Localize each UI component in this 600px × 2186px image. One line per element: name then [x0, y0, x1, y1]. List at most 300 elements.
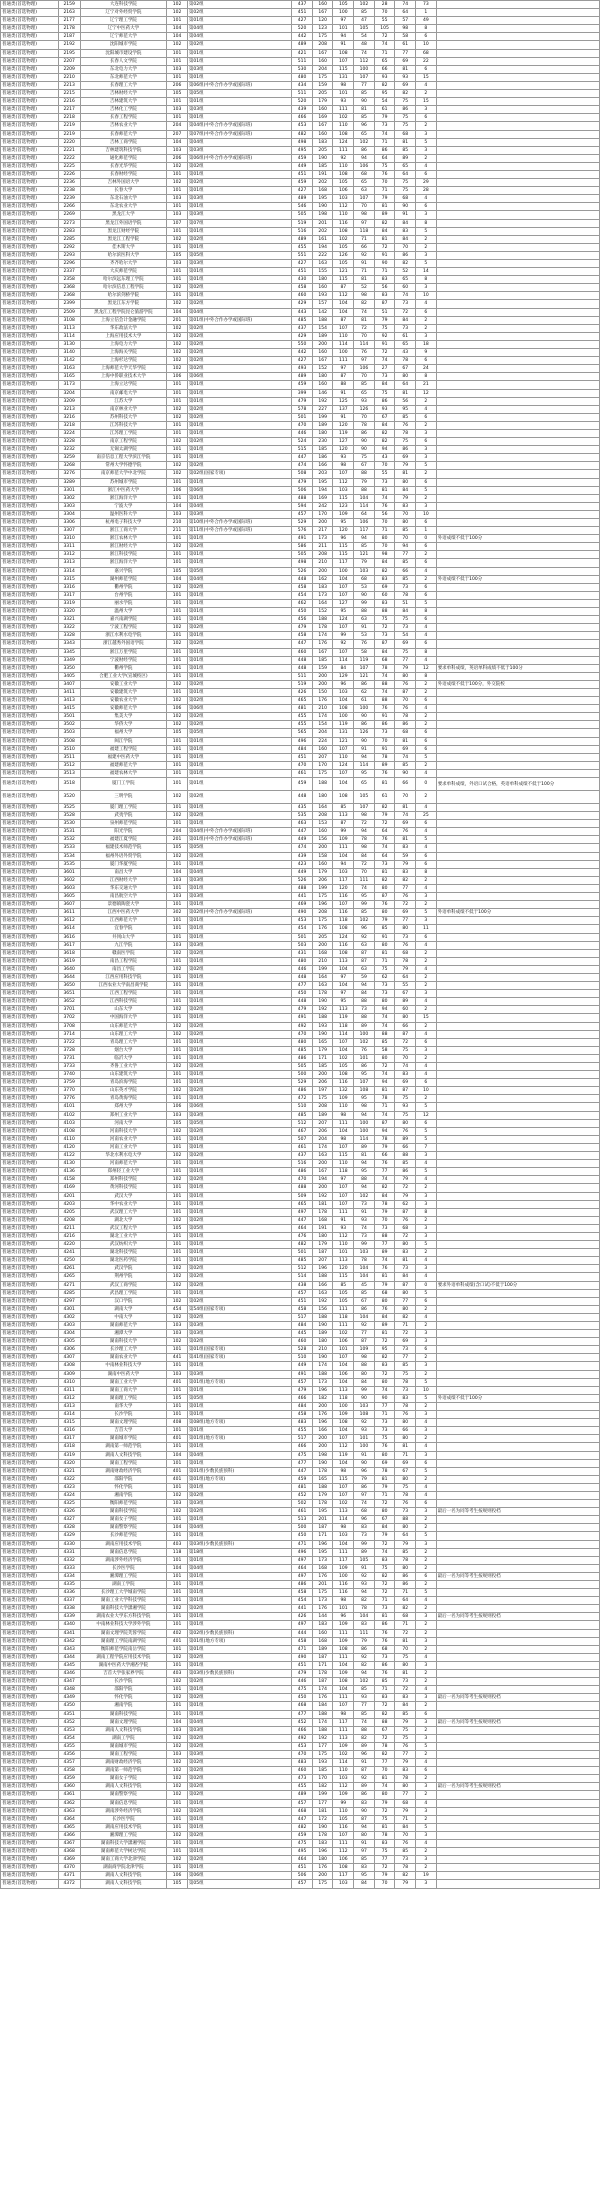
chinese-score-cell: 176: [312, 640, 333, 648]
code-cell: 4365: [58, 1823, 80, 1831]
first-subject-cell: 79: [374, 1799, 395, 1807]
table-row: [1, 1815, 600, 1823]
category-cell: 普通类(首选物理): [1, 688, 59, 696]
code-cell: 4338: [58, 1605, 80, 1613]
foreign-score-cell: 89: [354, 1022, 375, 1030]
group-code-cell: 101: [167, 632, 188, 640]
table-row: [1, 1022, 600, 1030]
note-cell: [436, 640, 599, 648]
table-row: [1, 1864, 600, 1872]
school-name-cell: 中南林业科技大学涉外学院: [80, 1621, 167, 1629]
code-cell: 4205: [58, 1208, 80, 1216]
foreign-score-cell: 114: [354, 1135, 375, 1143]
code-cell: 3525: [58, 804, 80, 812]
chinese-score-cell: 189: [312, 1111, 333, 1119]
group-code-cell: 103: [167, 1370, 188, 1378]
table-row: [1, 1079, 600, 1087]
chinese-score-cell: 180: [312, 429, 333, 437]
school-name-cell: 湖南人文科技学院: [80, 1783, 167, 1791]
school-name-cell: 南京师范大学中北学院: [80, 470, 167, 478]
first-subject-cell: 91: [374, 933, 395, 941]
category-cell: 普通类(首选物理): [1, 1605, 59, 1613]
math-score-cell: 108: [333, 925, 354, 933]
first-subject-cell: 60: [374, 591, 395, 599]
foreign-score-cell: 87: [354, 1815, 375, 1823]
school-name-cell: 衡阳师范学院南岳学院: [80, 1645, 167, 1653]
cutoff-cell: 486: [292, 1054, 313, 1062]
category-cell: 普通类(首选物理): [1, 836, 59, 844]
note-cell: [436, 146, 599, 154]
cutoff-cell: 467: [292, 1127, 313, 1135]
foreign-score-cell: 53: [354, 632, 375, 640]
group-name-cell: 第01组: [187, 1516, 291, 1524]
cutoff-cell: 423: [292, 860, 313, 868]
group-name-cell: 第01组: [187, 1459, 291, 1467]
table-row: [1, 1597, 600, 1605]
group-code-cell: 101: [167, 973, 188, 981]
table-row: [1, 284, 600, 292]
category-cell: 普通类(首选物理): [1, 729, 59, 737]
cutoff-cell: 457: [292, 1880, 313, 1888]
first-subject-cell: 78: [374, 1831, 395, 1839]
admit-count-cell: 0: [416, 535, 437, 543]
group-code-cell: 105: [167, 567, 188, 575]
note-cell: [436, 438, 599, 446]
school-name-cell: 浙江海洋大学: [80, 559, 167, 567]
group-name-cell: 第02组: [187, 1087, 291, 1095]
note-cell: [436, 1629, 599, 1637]
foreign-score-cell: 77: [354, 1702, 375, 1710]
table-row: [1, 349, 600, 357]
group-code-cell: 103: [167, 195, 188, 203]
group-code-cell: 106: [167, 1872, 188, 1880]
school-name-cell: 华东政法大学: [80, 324, 167, 332]
table-row: [1, 292, 600, 300]
second-subject-cell: 84: [395, 235, 416, 243]
math-score-cell: 114: [333, 1759, 354, 1767]
code-cell: 2218: [58, 114, 80, 122]
math-score-cell: 109: [333, 1742, 354, 1750]
group-code-cell: 101: [167, 1014, 188, 1022]
chinese-score-cell: 191: [312, 1224, 333, 1232]
foreign-score-cell: 107: [354, 73, 375, 81]
table-row: [1, 1394, 600, 1402]
group-name-cell: 第02组(中外合作办学或国际班): [187, 909, 291, 917]
second-subject-cell: 82: [395, 90, 416, 98]
foreign-score-cell: 107: [354, 195, 375, 203]
foreign-score-cell: 104: [354, 1273, 375, 1281]
group-name-cell: 第03组(少数民族预科): [187, 1540, 291, 1548]
chinese-score-cell: 192: [312, 1192, 333, 1200]
category-cell: 普通类(首选物理): [1, 713, 59, 721]
school-name-cell: 江西工程学院: [80, 990, 167, 998]
category-cell: 普通类(首选物理): [1, 1063, 59, 1071]
table-row: [1, 1216, 600, 1224]
math-score-cell: 108: [333, 1864, 354, 1872]
note-cell: [436, 527, 599, 535]
group-code-cell: 102: [167, 543, 188, 551]
category-cell: 普通类(首选物理): [1, 162, 59, 170]
table-row: [1, 1135, 600, 1143]
category-cell: 普通类(首选物理): [1, 41, 59, 49]
group-name-cell: 第02组: [187, 1281, 291, 1289]
group-name-cell: 第02组: [187, 324, 291, 332]
code-cell: 4326: [58, 1508, 80, 1516]
table-row: [1, 1856, 600, 1864]
cutoff-cell: 507: [292, 1135, 313, 1143]
category-cell: 普通类(首选物理): [1, 438, 59, 446]
foreign-score-cell: 68: [354, 575, 375, 583]
group-code-cell: 441: [167, 1354, 188, 1362]
school-name-cell: 三明学院: [80, 791, 167, 804]
school-name-cell: 南京林业大学: [80, 405, 167, 413]
note-cell: [436, 1653, 599, 1661]
second-subject-cell: 79: [395, 860, 416, 868]
note-cell: 最后一名为同等考生按规则投档: [436, 1572, 599, 1580]
chinese-score-cell: 196: [312, 1419, 333, 1427]
math-score-cell: 111: [333, 844, 354, 852]
first-subject-cell: 80: [374, 941, 395, 949]
admit-count-cell: 2: [416, 154, 437, 162]
first-subject-cell: 83: [374, 599, 395, 607]
foreign-score-cell: 100: [354, 1127, 375, 1135]
cutoff-cell: 447: [292, 454, 313, 462]
second-subject-cell: 75: [395, 1111, 416, 1119]
math-score-cell: 97: [333, 17, 354, 25]
group-name-cell: 第04组: [187, 33, 291, 41]
admit-count-cell: 4: [416, 844, 437, 852]
school-name-cell: 长沙医学院: [80, 1815, 167, 1823]
math-score-cell: 103: [333, 486, 354, 494]
code-cell: 4355: [58, 1742, 80, 1750]
math-score-cell: 118: [333, 1313, 354, 1321]
cutoff-cell: 452: [292, 1491, 313, 1499]
group-name-cell: 第01组: [187, 1411, 291, 1419]
category-cell: 普通类(首选物理): [1, 292, 59, 300]
chinese-score-cell: 200: [312, 1872, 333, 1880]
table-row: [1, 965, 600, 973]
group-name-cell: 第01组: [187, 804, 291, 812]
table-row: [1, 672, 600, 680]
second-subject-cell: 81: [395, 737, 416, 745]
note-cell: [436, 1386, 599, 1394]
table-row: [1, 1224, 600, 1232]
category-cell: 普通类(首选物理): [1, 300, 59, 308]
first-subject-cell: 27: [374, 365, 395, 373]
code-cell: 3228: [58, 438, 80, 446]
table-row: [1, 1143, 600, 1151]
table-row: [1, 1192, 600, 1200]
cutoff-cell: 485: [292, 316, 313, 324]
note-cell: [436, 211, 599, 219]
group-name-cell: 第04组: [187, 502, 291, 510]
school-name-cell: 上海中侨职业技术大学: [80, 373, 167, 381]
math-score-cell: 102: [333, 1054, 354, 1062]
cutoff-cell: 450: [292, 990, 313, 998]
cutoff-cell: 466: [292, 1394, 313, 1402]
chinese-score-cell: 152: [312, 365, 333, 373]
group-code-cell: 101: [167, 1799, 188, 1807]
cutoff-cell: 457: [292, 510, 313, 518]
first-subject-cell: 79: [374, 812, 395, 820]
school-name-cell: 黄河科技学院: [80, 1184, 167, 1192]
table-row: [1, 1006, 600, 1014]
first-subject-cell: 81: [374, 1330, 395, 1338]
category-cell: 普通类(首选物理): [1, 745, 59, 753]
category-cell: 普通类(首选物理): [1, 1249, 59, 1257]
foreign-score-cell: 48: [354, 41, 375, 49]
group-name-cell: 第03组: [187, 65, 291, 73]
second-subject-cell: 65: [395, 340, 416, 348]
note-cell: [436, 551, 599, 559]
second-subject-cell: 77: [395, 884, 416, 892]
second-subject-cell: 75: [395, 179, 416, 187]
table-row: [1, 599, 600, 607]
second-subject-cell: 89: [395, 1135, 416, 1143]
admit-count-cell: 6: [416, 1500, 437, 1508]
admit-count-cell: 2: [416, 1621, 437, 1629]
foreign-score-cell: 88: [354, 1014, 375, 1022]
group-code-cell: 211: [167, 527, 188, 535]
first-subject-cell: 87: [374, 640, 395, 648]
note-cell: [436, 1670, 599, 1678]
second-subject-cell: 81: [395, 836, 416, 844]
table-row: [1, 1670, 600, 1678]
foreign-score-cell: 63: [354, 616, 375, 624]
chinese-score-cell: 188: [312, 1370, 333, 1378]
chinese-score-cell: 164: [312, 973, 333, 981]
table-row: [1, 1831, 600, 1839]
code-cell: 4220: [58, 1241, 80, 1249]
note-cell: [436, 608, 599, 616]
group-name-cell: 第01组: [187, 1135, 291, 1143]
chinese-score-cell: 194: [312, 486, 333, 494]
table-row: [1, 844, 600, 852]
math-score-cell: 91: [333, 389, 354, 397]
math-score-cell: 112: [333, 203, 354, 211]
foreign-score-cell: 82: [354, 1597, 375, 1605]
first-subject-cell: 74: [374, 1022, 395, 1030]
foreign-score-cell: 119: [354, 656, 375, 664]
cutoff-cell: 442: [292, 33, 313, 41]
category-cell: 普通类(首选物理): [1, 664, 59, 672]
second-subject-cell: 78: [395, 357, 416, 365]
category-cell: 普通类(首选物理): [1, 608, 59, 616]
note-cell: [436, 162, 599, 170]
code-cell: 3528: [58, 812, 80, 820]
first-subject-cell: 89: [374, 211, 395, 219]
cutoff-cell: 459: [292, 179, 313, 187]
foreign-score-cell: 86: [354, 1063, 375, 1071]
note-cell: [436, 1249, 599, 1257]
foreign-score-cell: 91: [354, 745, 375, 753]
category-cell: 普通类(首选物理): [1, 170, 59, 178]
math-score-cell: 120: [333, 527, 354, 535]
first-subject-cell: 68: [374, 1645, 395, 1653]
table-row: [1, 1799, 600, 1807]
admit-count-cell: 3: [416, 1192, 437, 1200]
group-code-cell: 102: [167, 357, 188, 365]
category-cell: 普通类(首选物理): [1, 640, 59, 648]
group-name-cell: 第02组: [187, 852, 291, 860]
group-code-cell: 101: [167, 737, 188, 745]
group-code-cell: 101: [167, 49, 188, 57]
group-name-cell: 第02组: [187, 1694, 291, 1702]
group-name-cell: 第02组: [187, 1831, 291, 1839]
note-cell: [436, 268, 599, 276]
admit-count-cell: 6: [416, 170, 437, 178]
code-cell: 2399: [58, 300, 80, 308]
school-name-cell: 湖南农业大学: [80, 1354, 167, 1362]
group-code-cell: 101: [167, 551, 188, 559]
table-row: [1, 852, 600, 860]
code-cell: 3314: [58, 567, 80, 575]
second-subject-cell: 69: [395, 745, 416, 753]
admit-count-cell: 3: [416, 893, 437, 901]
group-code-cell: 103: [167, 260, 188, 268]
math-score-cell: 109: [333, 1411, 354, 1419]
chinese-score-cell: 160: [312, 349, 333, 357]
second-subject-cell: 87: [395, 1087, 416, 1095]
admit-count-cell: 6: [416, 114, 437, 122]
code-cell: 2177: [58, 17, 80, 25]
school-name-cell: 邵阳学院: [80, 1475, 167, 1483]
category-cell: 普通类(首选物理): [1, 1750, 59, 1758]
admit-count-cell: 1: [416, 527, 437, 535]
cutoff-cell: 450: [292, 1532, 313, 1540]
code-cell: 4211: [58, 1224, 80, 1232]
first-subject-cell: 84: [374, 1524, 395, 1532]
category-cell: 普通类(首选物理): [1, 1718, 59, 1726]
code-cell: 3303: [58, 502, 80, 510]
foreign-score-cell: 118: [354, 227, 375, 235]
math-score-cell: 97: [333, 973, 354, 981]
chinese-score-cell: 224: [312, 737, 333, 745]
first-subject-cell: 72: [374, 1734, 395, 1742]
group-name-cell: 第01组: [187, 1257, 291, 1265]
note-cell: [436, 1840, 599, 1848]
first-subject-cell: 88: [374, 697, 395, 705]
code-cell: 4324: [58, 1491, 80, 1499]
math-score-cell: 87: [333, 284, 354, 292]
note-cell: [436, 1540, 599, 1548]
school-name-cell: 吉林建筑大学: [80, 98, 167, 106]
group-code-cell: 102: [167, 1297, 188, 1305]
first-subject-cell: 80: [374, 884, 395, 892]
foreign-score-cell: 90: [354, 713, 375, 721]
note-cell: [436, 729, 599, 737]
group-code-cell: 102: [167, 1734, 188, 1742]
note-cell: [436, 1726, 599, 1734]
group-name-cell: 第02组(少数民族预科): [187, 1629, 291, 1637]
admit-count-cell: 6: [416, 640, 437, 648]
math-score-cell: 92: [333, 640, 354, 648]
second-subject-cell: 80: [395, 1783, 416, 1791]
foreign-score-cell: 63: [354, 965, 375, 973]
group-name-cell: 第03组: [187, 1750, 291, 1758]
chinese-score-cell: 175: [312, 893, 333, 901]
table-row: [1, 316, 600, 324]
math-score-cell: 110: [333, 122, 354, 130]
note-cell: [436, 340, 599, 348]
admit-count-cell: 3: [416, 1362, 437, 1370]
chinese-score-cell: 178: [312, 1670, 333, 1678]
school-name-cell: 大庆师范学院: [80, 268, 167, 276]
cutoff-cell: 434: [292, 81, 313, 89]
admit-count-cell: 29: [416, 179, 437, 187]
note-cell: [436, 1030, 599, 1038]
chinese-score-cell: 174: [312, 713, 333, 721]
group-code-cell: 102: [167, 1759, 188, 1767]
cutoff-cell: 484: [292, 745, 313, 753]
group-code-cell: 101: [167, 73, 188, 81]
admit-count-cell: 4: [416, 567, 437, 575]
cutoff-cell: 451: [292, 268, 313, 276]
first-subject-cell: 81: [374, 778, 395, 791]
school-name-cell: 华东交通大学: [80, 884, 167, 892]
cutoff-cell: 509: [292, 1192, 313, 1200]
foreign-score-cell: 96: [354, 1750, 375, 1758]
group-name-cell: 第03组: [187, 893, 291, 901]
school-name-cell: 湖南理工学院: [80, 1394, 167, 1402]
chinese-score-cell: 175: [312, 769, 333, 777]
code-cell: 4349: [58, 1694, 80, 1702]
second-subject-cell: 66: [395, 1022, 416, 1030]
group-name-cell: 第02组: [187, 462, 291, 470]
group-code-cell: 101: [167, 1241, 188, 1249]
cutoff-cell: 480: [292, 957, 313, 965]
admit-count-cell: 3: [416, 332, 437, 340]
group-name-cell: 第02组: [187, 1338, 291, 1346]
cutoff-cell: 482: [292, 1241, 313, 1249]
math-score-cell: 97: [333, 1176, 354, 1184]
group-name-cell: 第01组(中外合作办学或国际班): [187, 836, 291, 844]
admit-count-cell: 2: [416, 1581, 437, 1589]
table-row: [1, 909, 600, 917]
school-name-cell: 湖州师范学院: [80, 575, 167, 583]
group-name-cell: 第05组: [187, 729, 291, 737]
first-subject-cell: 82: [374, 1572, 395, 1580]
note-cell: [436, 1678, 599, 1686]
chinese-score-cell: 222: [312, 251, 333, 259]
note-cell: [436, 284, 599, 292]
group-name-cell: 第02组: [187, 1791, 291, 1799]
group-code-cell: 101: [167, 1200, 188, 1208]
foreign-score-cell: 70: [354, 203, 375, 211]
group-code-cell: 401: [167, 1475, 188, 1483]
category-cell: 普通类(首选物理): [1, 478, 59, 486]
chinese-score-cell: 192: [312, 1297, 333, 1305]
foreign-score-cell: 85: [354, 9, 375, 17]
first-subject-cell: 82: [374, 567, 395, 575]
first-subject-cell: 74: [374, 672, 395, 680]
note-cell: [436, 713, 599, 721]
category-cell: 普通类(首选物理): [1, 1759, 59, 1767]
group-name-cell: 第03组(少数民族预科): [187, 1670, 291, 1678]
first-subject-cell: 70: [374, 1880, 395, 1888]
category-cell: 普通类(首选物理): [1, 122, 59, 130]
group-code-cell: 101: [167, 1581, 188, 1589]
admit-count-cell: 6: [416, 438, 437, 446]
cutoff-cell: 461: [292, 1508, 313, 1516]
math-score-cell: 120: [333, 1265, 354, 1273]
note-cell: [436, 973, 599, 981]
admit-count-cell: 11: [416, 925, 437, 933]
second-subject-cell: 90: [395, 769, 416, 777]
group-code-cell: 103: [167, 1750, 188, 1758]
group-name-cell: 第02组: [187, 1265, 291, 1273]
chinese-score-cell: 175: [312, 73, 333, 81]
